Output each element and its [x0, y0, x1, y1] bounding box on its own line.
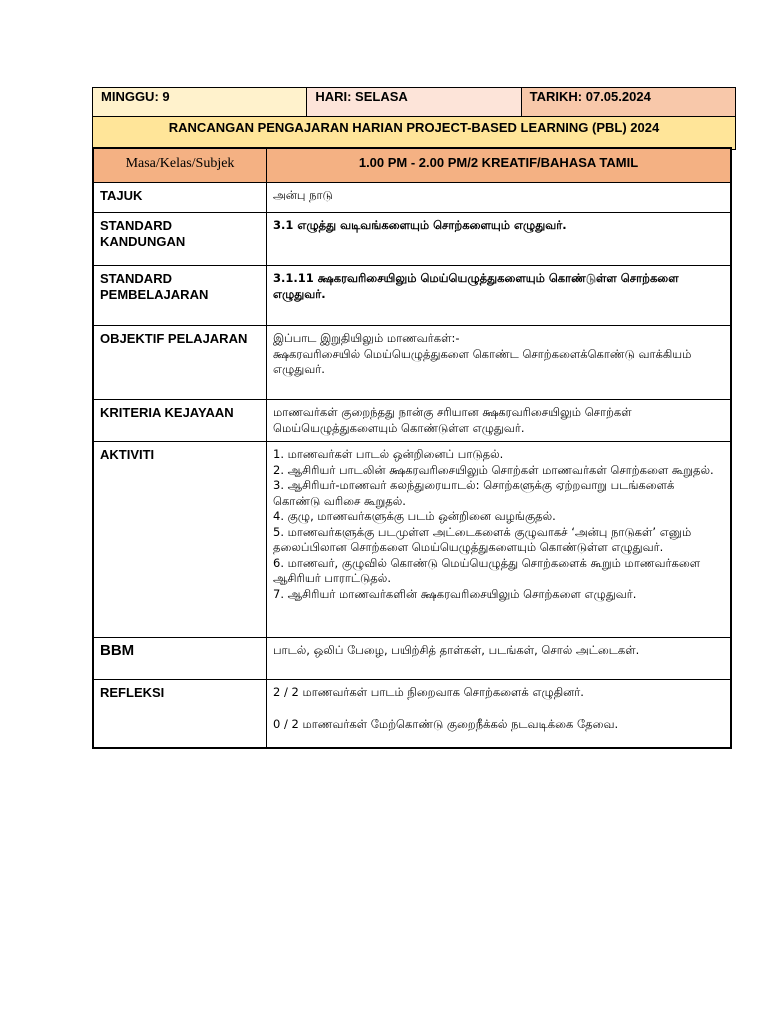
list-item: 4. குழு, மாணவர்களுக்கு படம் ஒன்றினை வழங்குதல். [273, 509, 556, 523]
bbm-label: BBM [93, 638, 267, 680]
tajuk-label: TAJUK [93, 183, 267, 213]
objektif-line-2: க்ஷகரவரிசையில் மெய்யெழுத்துகளை கொண்ட சொற்களைக்கொண்டு வாக்கியம் எழுதுவர். [273, 346, 692, 376]
hari-cell: HARI: SELASA [307, 88, 521, 117]
refleksi-value [267, 680, 732, 748]
lesson-plan-table [92, 147, 732, 749]
table-row [93, 400, 731, 442]
standard-pembelajaran-value: 3.1.11 க்ஷகரவரிசையிலும் மெய்யெழுத்துகளையும் கொண்டுள்ள சொற்களை எழுதுவர். [267, 266, 732, 326]
document-title: RANCANGAN PENGAJARAN HARIAN PROJECT-BASED LEARNING (PBL) 2024 [93, 117, 736, 150]
masa-value: 1.00 PM - 2.00 PM/2 KREATIF/BAHASA TAMIL [267, 148, 732, 183]
kriteria-label: KRITERIA KEJAYAAN [93, 400, 267, 442]
list-item: 6. மாணவர், குழுவில் கொண்டு மெய்யெழுத்து சொற்களைக் கூறும் மாணவர்களை ஆசிரியர் பாராட்டுதல். [273, 555, 701, 585]
table-row [93, 183, 731, 213]
masa-label: Masa/Kelas/Subjek [93, 148, 267, 183]
objektif-line-1: இப்பாட இறுதியிலும் மாணவர்கள்:- [273, 331, 460, 345]
list-item: 1. மாணவர்கள் பாடல் ஒன்றினைப் பாடுதல். [273, 447, 504, 461]
tarikh-cell: TARIKH: 07.05.2024 [521, 88, 735, 117]
table-row [93, 213, 731, 266]
bbm-value: பாடல், ஒலிப் பேழை, பயிற்சித் தாள்கள், படங்கள், சொல் அட்டைகள். [267, 638, 732, 680]
standard-pembelajaran-label: STANDARD PEMBELAJARAN [93, 266, 267, 326]
tajuk-value: அன்பு நாடு [267, 183, 732, 213]
standard-kandungan-value: 3.1 எழுத்து வடிவங்களையும் சொற்களையும் எழுதுவர். [267, 213, 732, 266]
kriteria-value: மாணவர்கள் குறைந்தது நான்கு சரியான க்ஷகரவரிசையிலும் சொற்கள் மெய்யெழுத்துகளையும் கொண்டுள்ள எழுதுவர். [267, 400, 732, 442]
table-row [93, 638, 731, 680]
list-item: 5. மாணவர்களுக்கு படமுள்ள அட்டைகளைக் குழுவாகச் ‘அன்பு நாடுகள்’ எனும் தலைப்பிலான சொற்களை மெய்யெழுத்துகளையும் கொண்டுள்ள எழுதுவர். [273, 524, 692, 554]
aktiviti-label: AKTIVITI [93, 442, 267, 638]
refleksi-line-2: 0 / 2 மாணவர்கள் மேற்கொண்டு குறைநீக்கல் நடவடிக்கை தேவை. [273, 716, 619, 731]
list-item: 3. ஆசிரியர்-மாணவர் கலந்துரையாடல்: சொற்களுக்கு ஏற்றவாறு படங்களைக் கொண்டு வரிசை கூறுதல். [273, 478, 675, 508]
minggu-cell: MINGGU: 9 [93, 88, 307, 117]
table-row [93, 442, 731, 638]
refleksi-line-1: 2 / 2 மாணவர்கள் பாடம் நிறைவாக சொற்களைக் எழுதினர். [273, 685, 584, 699]
header-table [92, 87, 736, 150]
list-item: 7. ஆசிரியர் மாணவர்களின் க்ஷகரவரிசையிலும் சொற்களை எழுதுவர். [273, 586, 637, 601]
table-row [93, 266, 731, 326]
table-row [93, 680, 731, 748]
spacer [273, 701, 724, 717]
list-item: 2. ஆசிரியர் பாடலின் க்ஷகரவரிசையிலும் சொற்கள் மாணவர்கள் சொற்களை கூறுதல். [273, 462, 714, 477]
standard-kandungan-label: STANDARD KANDUNGAN [93, 213, 267, 266]
objektif-label: OBJEKTIF PELAJARAN [93, 326, 267, 400]
table-row [93, 148, 731, 183]
aktiviti-value [267, 442, 732, 638]
objektif-value [267, 326, 732, 400]
refleksi-label: REFLEKSI [93, 680, 267, 748]
table-row [93, 326, 731, 400]
